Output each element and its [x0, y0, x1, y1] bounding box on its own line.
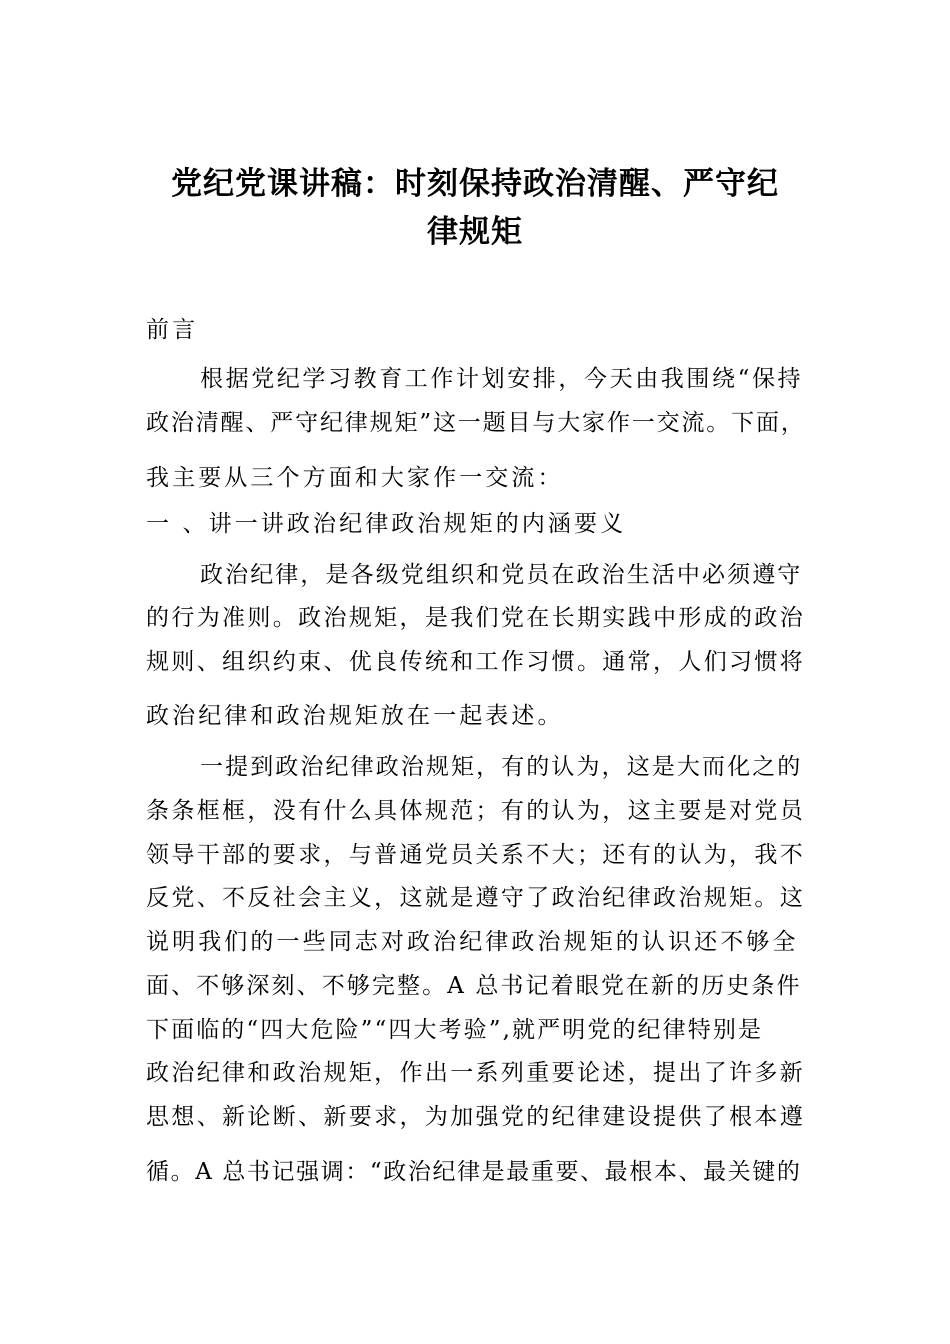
paragraph-line: 根据党纪学习教育工作计划安排，今天由我围绕“保持: [200, 366, 804, 392]
preface-label: 前言: [146, 317, 199, 343]
title-line-2: 律规矩: [427, 214, 523, 250]
paragraph-line: 政治纪律和政治规矩，作出一系列重要论述，提出了许多新: [146, 1060, 806, 1086]
paragraph-line: 政治清醒、严守纪律规矩”这一题目与大家作一交流。下面，: [146, 410, 806, 436]
paragraph-line: 循。A 总书记强调：“政治纪律是最重要、最根本、最关键的: [146, 1159, 802, 1185]
paragraph-line: 领导干部的要求，与普通党员关系不大；还有的认为，我不: [146, 842, 806, 868]
paragraph-line: 说明我们的一些同志对政治纪律政治规矩的认识还不够全: [146, 929, 799, 955]
paragraph-line: 我主要从三个方面和大家作一交流：: [146, 465, 564, 491]
paragraph-line: 条条框框，没有什么具体规范；有的认为，这主要是对党员: [146, 798, 806, 824]
section-heading: 一 、讲一讲政治纪律政治规矩的内涵要义: [146, 511, 627, 537]
title-line-1: 党纪党课讲稿：时刻保持政治清醒、严守纪: [171, 166, 779, 202]
paragraph-line: 政治纪律，是各级党组织和党员在政治生活中必须遵守: [200, 562, 803, 588]
document-title: [130, 160, 820, 256]
paragraph-line: 反党、不反社会主义，这就是遵守了政治纪律政治规矩。这: [146, 885, 806, 911]
paragraph-line: 一提到政治纪律政治规矩，有的认为，这是大而化之的: [200, 754, 803, 780]
paragraph-line: 政治纪律和政治规矩放在一起表述。: [146, 703, 564, 729]
paragraph-line: 下面临的“四大危险”“四大考验”,就严明党的纪律特别是: [146, 1017, 764, 1043]
paragraph-line: 的行为准则。政治规矩，是我们党在长期实践中形成的政治: [146, 605, 806, 631]
paragraph-line: 规则、组织约束、优良传统和工作习惯。通常，人们习惯将: [146, 649, 806, 675]
paragraph-line: 面、不够深刻、不够完整。A 总书记着眼党在新的历史条件: [146, 973, 802, 999]
paragraph-line: 思想、新论断、新要求，为加强党的纪律建设提供了根本遵: [146, 1104, 806, 1130]
